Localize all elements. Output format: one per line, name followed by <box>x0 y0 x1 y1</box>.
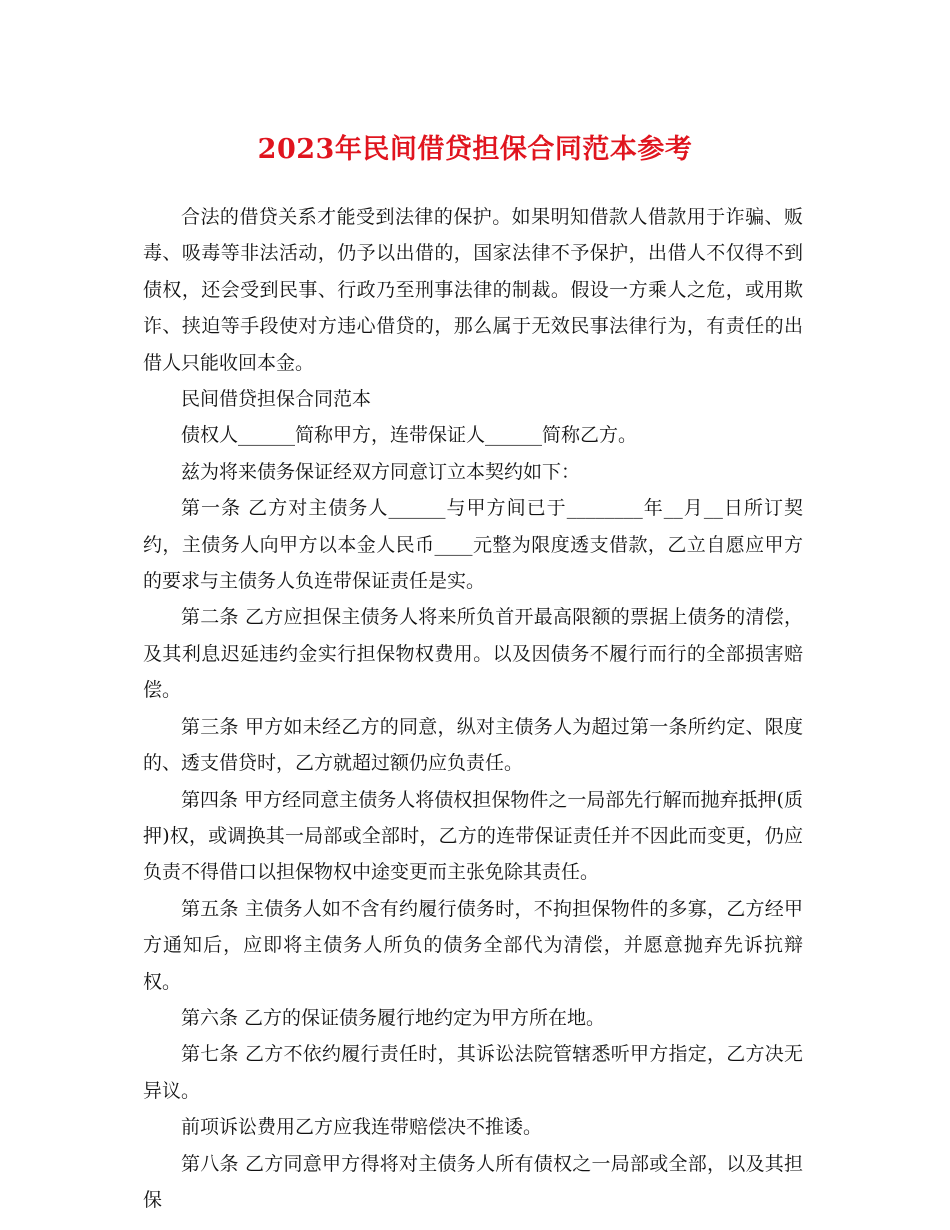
contract-heading: 民间借贷担保合同范本 <box>181 388 372 411</box>
document-title: 2023年民间借贷担保合同范本参考 <box>257 134 693 165</box>
parties-line: 债权人______简称甲方，连带保证人______简称乙方。 <box>181 424 638 447</box>
document-body <box>143 199 803 1218</box>
intro-paragraph: 合法的借贷关系才能受到法律的保护。如果明知借款人借款用于诈骗、贩毒、吸毒等非法活动，仍予以出借的，国家法律不予保护，出借人不仅得不到债权，还会受到民事、行政乃至刑事法律的制裁。假设一方乘人之危，或用欺诈、挟迫等手段使对方违心借贷的，那么属于无效民事法律行为，有责任的出借人只能收回本金。 <box>143 206 803 374</box>
article-1: 第一条 乙方对主债务人______与甲方间已于________年__月__日所订契约，主债务人向甲方以本金人民币____元整为限度透支借款，乙立自愿应甲方的要求与主债务人负连带保证责任是实。 <box>143 497 803 593</box>
article-3: 第三条 甲方如未经乙方的同意，纵对主债务人为超过第一条所约定、限度的、透支借贷时，乙方就超过额仍应负责任。 <box>143 715 803 775</box>
litigation-costs-line: 前项诉讼费用乙方应我连带赔偿决不推诿。 <box>181 1116 543 1139</box>
preamble-line: 兹为将来债务保证经双方同意订立本契约如下： <box>181 460 581 483</box>
article-2: 第二条 乙方应担保主债务人将来所负首开最高限额的票据上债务的清偿，及其利息迟延违约金实行担保物权费用。以及因债务不履行而行的全部损害赔偿。 <box>143 606 803 702</box>
article-4: 第四条 甲方经同意主债务人将债权担保物件之一局部先行解而抛弃抵押(质押)权，或调换其一局部或全部时，乙方的连带保证责任并不因此而变更，仍应负责不得借口以担保物权中途变更而主张免除其责任。 <box>143 788 803 884</box>
article-7: 第七条 乙方不依约履行责任时，其诉讼法院管辖悉听甲方指定，乙方决无异议。 <box>143 1043 803 1102</box>
article-6: 第六条 乙方的保证债务履行地约定为甲方所在地。 <box>181 1006 606 1029</box>
article-8: 第八条 乙方同意甲方得将对主债务人所有债权之一局部或全部，以及其担保 <box>143 1152 803 1211</box>
article-5: 第五条 主债务人如不含有约履行债务时，不拘担保物件的多寡，乙方经甲方通知后，应即将主债务人所负的债务全部代为清偿，并愿意抛弃先诉抗辩权。 <box>143 897 803 993</box>
